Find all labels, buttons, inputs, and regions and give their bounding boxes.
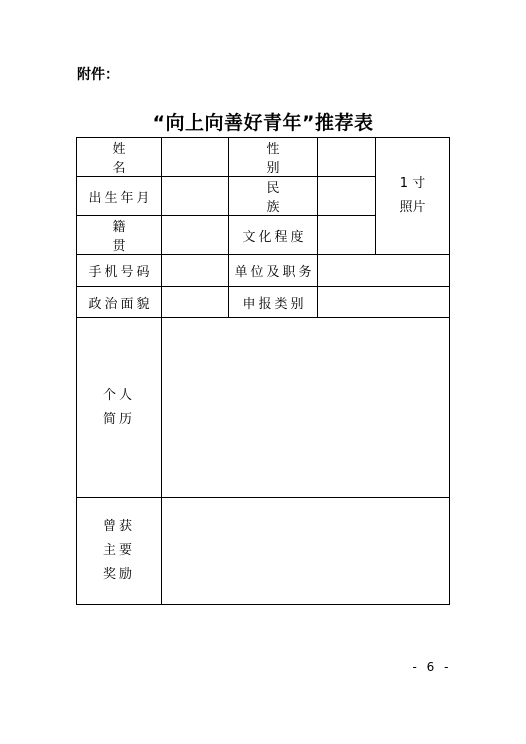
photo-cell[interactable] xyxy=(376,138,450,255)
form-row-name xyxy=(77,138,450,177)
resume-label-line-1: 个人 xyxy=(102,387,135,403)
gender-label: 性别 xyxy=(229,138,318,177)
recommendation-form-table xyxy=(76,137,450,605)
name-field[interactable] xyxy=(162,138,229,177)
form-row-resume xyxy=(77,318,450,498)
form-row-political xyxy=(77,287,450,318)
form-row-awards xyxy=(77,498,450,605)
birth-field[interactable] xyxy=(162,177,229,216)
name-label: 姓名 xyxy=(77,138,162,177)
phone-field[interactable] xyxy=(162,255,229,287)
awards-field[interactable] xyxy=(162,498,450,605)
awards-label-cell xyxy=(77,498,162,605)
political-field[interactable] xyxy=(162,287,229,318)
attachment-label: 附件： xyxy=(77,67,119,83)
unit-label: 单位及职务 xyxy=(229,255,318,287)
ethnicity-label: 民族 xyxy=(229,177,318,216)
resume-label-cell xyxy=(77,318,162,498)
category-label: 申报类别 xyxy=(229,287,318,318)
origin-label: 籍贯 xyxy=(77,216,162,255)
awards-label-line-2: 主要 xyxy=(102,543,135,558)
photo-line-1: 1 寸 xyxy=(399,176,426,191)
birth-label: 出生年月 xyxy=(77,177,162,216)
gender-field[interactable] xyxy=(318,138,376,177)
awards-label-line-1: 曾获 xyxy=(102,519,135,534)
resume-label-line-2: 简历 xyxy=(102,411,135,427)
page-number: - 6 - xyxy=(412,660,452,674)
education-field[interactable] xyxy=(318,216,376,255)
unit-field[interactable] xyxy=(318,255,450,287)
resume-field[interactable] xyxy=(162,318,450,498)
origin-field[interactable] xyxy=(162,216,229,255)
awards-label-line-3: 奖励 xyxy=(102,567,135,582)
category-field[interactable] xyxy=(318,287,450,318)
phone-label: 手机号码 xyxy=(77,255,162,287)
form-row-phone xyxy=(77,255,450,287)
ethnicity-field[interactable] xyxy=(318,177,376,216)
education-label: 文化程度 xyxy=(229,216,318,255)
photo-line-2: 照片 xyxy=(399,200,426,215)
political-label: 政治面貌 xyxy=(77,287,162,318)
form-title: “向上向善好青年”推荐表 xyxy=(152,112,374,134)
